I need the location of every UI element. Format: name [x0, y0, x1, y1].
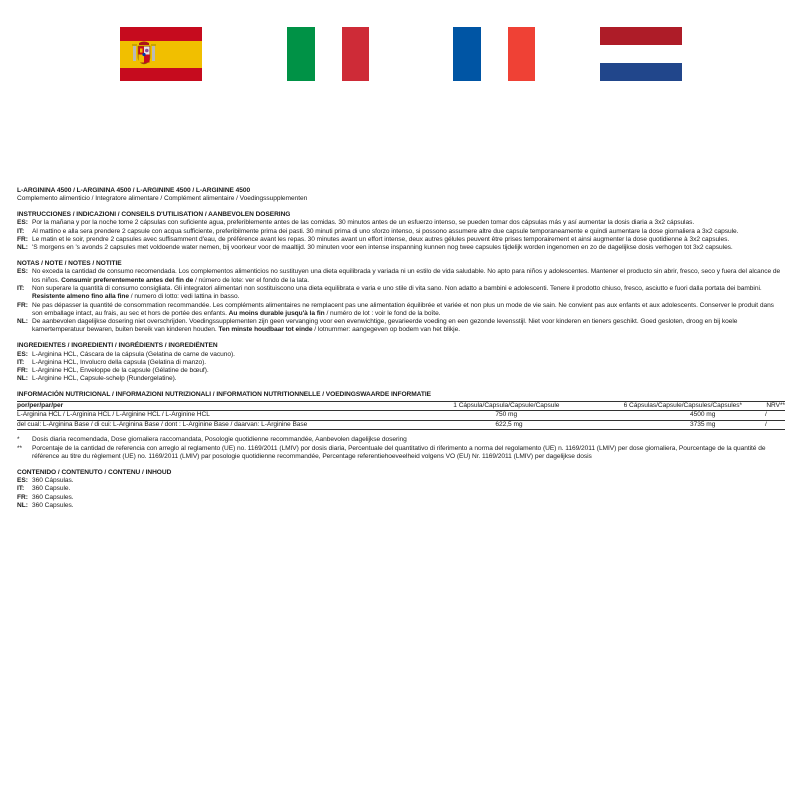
notes-section [17, 260, 785, 335]
instructions-section [17, 211, 785, 252]
instructions-fr [17, 236, 785, 244]
instructions-it [17, 228, 785, 236]
italy-flag-icon [287, 27, 369, 81]
value-nrv: / [765, 421, 767, 429]
contents-nl [17, 502, 785, 510]
footnote-nrv [17, 445, 785, 462]
ingredients-text: L-Arginina HCL, Involucro della capsula (Gelatina di manzo). [32, 358, 207, 366]
lang-code: FR: [17, 367, 28, 375]
lang-code: NL: [17, 318, 28, 326]
nutrient-name: del cual: L-Arginina Base / di cui: L-Arginina Base / dont : L-Arginine Base / daarvan: L-Arginine Base [17, 420, 431, 430]
spain-coat-of-arms-icon [132, 41, 156, 67]
ingredients-nl [17, 375, 785, 383]
footnote-text: Porcentaje de la cantidad de referencia con arreglo al reglamento (UE) no. 1169/2011 (LMIV) por dosis diaria, Percentuale del quantitativo di riferimento a norma del regolamento (UE) n. 1169/2011 (LMIV) per dose giornaliera, Pourcentage de la quantité de référence au titre du règlement (UE) no. 1169/2011 (LMIV) par posologie quotidienne recommandée, Percentage referentiehoeveelheid volgens VO (EU) Nr. 1169/2011 (LMIV) per dagelijkse dosis [32, 444, 766, 460]
ingredients-es [17, 351, 785, 359]
column-header-per: por/per/par/per [17, 401, 431, 411]
notes-text-part: Non superare la quantità di consumo consigliata. Gli integratori alimentari non sostituiscono una dieta equilibrata e varia e uno stile di vita sano. Non adatto a bambini e adolescenti. Tenere il prodotto chiuso, fresco, asciutto e fuori dalla portata dei bambini. [32, 284, 762, 292]
lang-code: ES: [17, 268, 28, 276]
product-subtitle: Complemento alimenticio / Integratore alimentare / Complément alimentaire / Voedingssupplementen [17, 195, 308, 203]
ingredients-text: L-Arginine HCL, Capsule-schelp (Rundergelatine). [32, 375, 177, 383]
lang-code: NL: [17, 244, 28, 252]
lang-code: ES: [17, 350, 28, 358]
value-6-capsules: 4500 mg [690, 411, 716, 419]
lang-code: NL: [17, 375, 28, 383]
ingredients-it [17, 359, 785, 367]
notes-text-part: / lotnummer: aangegeven op bodem van het blikje. [312, 326, 460, 334]
column-header-6-capsules: 6 Cápsulas/Capsule/Capsules/Capsules* [559, 401, 742, 411]
lang-code: ES: [17, 477, 28, 484]
lang-code: NL: [17, 501, 28, 509]
nutrition-title: INFORMACIÓN NUTRICIONAL / INFORMAZIONI NUTRIZIONALI / INFORMATION NUTRITIONNELLE / VOEDINGSWAARDE INFORMATIE [17, 391, 432, 399]
best-before-label: Ten minste houdbaar tot einde [218, 326, 313, 334]
flags-row [0, 27, 800, 81]
value-6-capsules: 3735 mg [690, 421, 716, 429]
ingredients-text: L-Arginina HCL, Cáscara de la cápsula (Gelatina de carne de vacuno). [32, 350, 235, 358]
notes-text [32, 285, 785, 302]
best-before-label: Consumir preferentemente antes del fin de [61, 276, 194, 284]
nutrient-name: L-Arginina HCL / L-Arginina HCL / L-Arginine HCL / L-Arginine HCL [17, 411, 431, 421]
notes-text-part: / número de lote: ver el fondo de la lata. [193, 276, 310, 284]
instructions-text: Al mattino e alla sera prendere 2 capsule con acqua sufficiente, preferibilmente prima dei pasti. 30 minuti prima di uno sforzo intenso, si possono assumere altre due capsule temporaneamente e quindi aumentare la dose giornaliera a 3x2 capsule. [32, 227, 739, 235]
table-header-row [17, 401, 785, 411]
product-title: L-ARGININA 4500 / L-ARGININA 4500 / L-ARGININE 4500 / L-ARGININE 4500 [17, 187, 251, 194]
contents-title: CONTENIDO / CONTENUTO / CONTENU / INHOUD [17, 468, 172, 476]
notes-es [17, 268, 785, 285]
notes-nl [17, 318, 785, 335]
notes-text-part: No exceda la cantidad de consumo recomendada. Los complementos alimenticios no sustituyen una dieta equilibrada y variada ni un estilo de vida saludable. No apto para niños y adolescentes. Mantener el producto sin abrir, fresco, seco y fuera del alcance de los niños. [32, 268, 781, 284]
nutrition-table [17, 401, 785, 431]
best-before-label: Resistente almeno fino alla fine [32, 293, 129, 301]
notes-text [32, 302, 785, 319]
lang-code: ES: [17, 219, 28, 227]
contents-text: 360 Cápsulas. [32, 477, 74, 484]
notes-text [32, 268, 785, 285]
table-row [17, 420, 785, 430]
contents-text: 360 Capsules. [32, 493, 74, 501]
lang-code: IT: [17, 485, 25, 493]
spain-flag-icon [120, 27, 202, 81]
value-1-capsule: 622,5 mg [495, 421, 523, 429]
notes-fr [17, 302, 785, 319]
instructions-text: Por la mañana y por la noche tome 2 cápsulas con suficiente agua, preferiblemente antes de las comidas. 30 minutos antes de un esfuerzo intenso, se pueden tomar dos cápsulas más y así aumentar la dosis diaria a 3x2 cápsulas. [32, 219, 695, 227]
label-text-document [17, 187, 785, 510]
footnote-mark: * [17, 436, 20, 444]
netherlands-flag-icon [600, 27, 682, 81]
ingredients-fr [17, 367, 785, 375]
lang-code: FR: [17, 235, 28, 243]
notes-text-part: Ne pas dépasser la quantité de consommation recommandée. Les compléments alimentaires ne remplacent pas une alimentation équilibrée et variée et non plus un mode de vie sain. Ne convient pas aux enfants et aux adolescents. Conserver le produit dans son emballage intact, au frais, au sec et hors de portée des enfants. [32, 301, 774, 317]
best-before-label: Au moins durable jusqu'à la fin [228, 309, 325, 317]
instructions-es [17, 219, 785, 227]
ingredients-text: L-Arginine HCL, Enveloppe de la capsule (Gélatine de bœuf). [32, 367, 209, 375]
notes-it [17, 285, 785, 302]
nutrition-section [17, 391, 785, 461]
footnote-daily-dose [17, 436, 785, 444]
lang-code: FR: [17, 493, 28, 501]
lang-code: FR: [17, 301, 28, 309]
footnote-mark: ** [17, 444, 23, 452]
instructions-nl [17, 244, 785, 252]
instructions-text: 'S morgens en 's avonds 2 capsules met voldoende water nemen, bij voorkeur voor de maaltijd. 30 minuten voor een intense inspanning kunnen nog twee capsules tijdelijk worden ingenomen en zo de dagelijkse dosis verhogen tot 3x2 capsules. [32, 244, 733, 252]
notes-text-part: / numéro de lot : voir le fond de la boîte. [324, 309, 441, 317]
instructions-text: Le matin et le soir, prendre 2 capsules avec suffisamment d'eau, de préférence avant les repas. 30 minutes avant un effort intense, deux autres gélules peuvent être prises temporairement et ainsi augmenter la dose quotidienne à 3x2 capsules. [32, 235, 730, 243]
notes-text-part: De aanbevolen dagelijkse dosering niet overschrijden. Voedingssupplementen zijn geen vervanging voor een evenwichtige, gevarieerde voeding en een gezonde levensstijl. Niet voor kinderen en tieners geschikt. Goed gesloten, droog en bij koele kamertemperatuur bewaren, buiten bereik van kinderen houden. [32, 318, 738, 334]
notes-title: NOTAS / NOTE / NOTES / NOTITIE [17, 260, 122, 268]
france-flag-icon [453, 27, 535, 81]
lang-code: IT: [17, 227, 25, 235]
contents-es [17, 477, 785, 485]
footnote-text: Dosis diaria recomendada, Dose giornaliera raccomandata, Posologie quotidienne recommandée, Aanbevolen dagelijkse dosering [32, 436, 407, 444]
contents-text: 360 Capsule. [32, 485, 71, 493]
column-header-nrv: NRV** [742, 401, 785, 411]
value-1-capsule: 750 mg [495, 411, 518, 419]
contents-fr [17, 494, 785, 502]
ingredients-title: INGREDIENTES / INGREDIENTI / INGRÉDIENTS / INGREDIËNTEN [17, 342, 218, 350]
contents-text: 360 Capsules. [32, 501, 74, 509]
instructions-title: INSTRUCCIONES / INDICAZIONI / CONSEILS D'UTILISATION / AANBEVOLEN DOSERING [17, 211, 291, 219]
contents-it [17, 485, 785, 493]
column-header-1-capsule: 1 Cápsula/Capsula/Capsule/Capsule [431, 401, 560, 411]
notes-text-part: / numero di lotto: vedi lattina in basso. [128, 293, 240, 301]
contents-section [17, 469, 785, 510]
ingredients-section [17, 342, 785, 383]
notes-text [32, 318, 785, 335]
lang-code: IT: [17, 284, 25, 292]
table-row [17, 411, 785, 421]
value-nrv: / [765, 411, 767, 419]
lang-code: IT: [17, 358, 25, 366]
